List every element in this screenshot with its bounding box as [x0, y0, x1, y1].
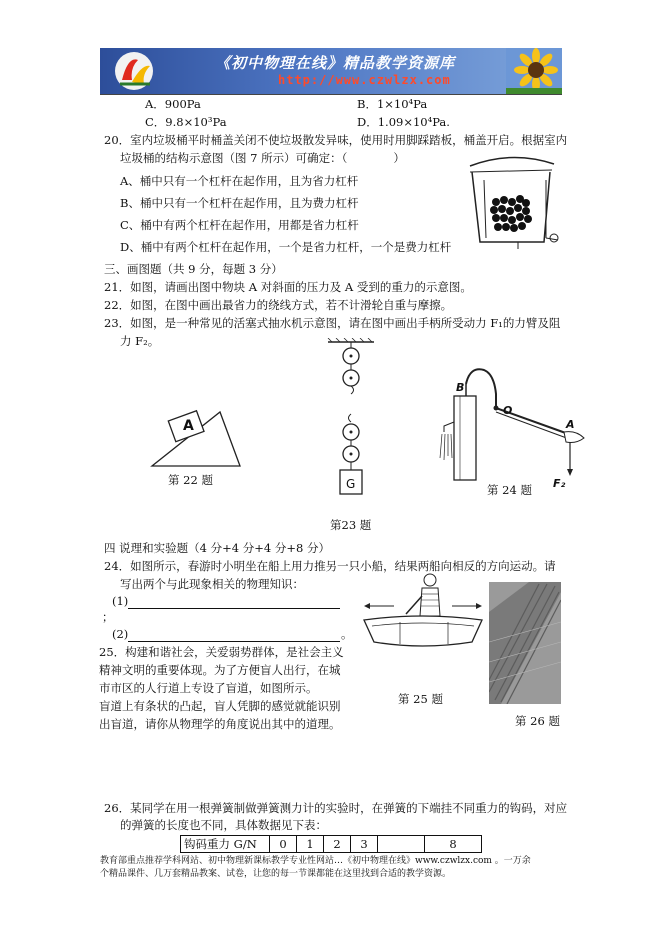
- q19-option-c: C．9.8×10³Pa: [145, 115, 227, 129]
- q25-text-line5: 出盲道，请你从物理学的角度说出其中的道理。: [99, 717, 341, 731]
- banner-url[interactable]: http://www.czwlzx.com: [278, 73, 451, 87]
- q26-text-line2: 的弹簧的长度也不同，具体数据见下表：: [120, 818, 327, 832]
- fig22-caption: 第 22 题: [168, 473, 213, 487]
- banner-title: 《初中物理在线》精品教学资源库: [215, 54, 456, 72]
- q19-option-b: B．1×10⁴Pa: [357, 97, 428, 111]
- q24-text-line1: 24．如图所示，春游时小明坐在船上用力推另一只小船，结果两船向相反的方向运动。请: [104, 559, 556, 573]
- q23-text-line2: 力 F₂。: [120, 334, 160, 348]
- fig26-caption: 第 26 题: [515, 714, 560, 728]
- q21-text: 21．如图，请画出图中物块 A 对斜面的压力及 A 受到的重力的示意图。: [104, 280, 472, 294]
- site-logo: [108, 50, 160, 92]
- q25-text-line4: 盲道上有条状的凸起，盲人凭脚的感觉就能识别: [99, 699, 341, 713]
- section3-heading: 三、画图题（共 9 分，每题 3 分）: [104, 262, 283, 276]
- section4-heading: 四 说理和实验题（4 分+4 分+4 分+8 分）: [104, 541, 330, 555]
- q22-text: 22．如图，在图中画出最省力的绕线方式，若不计滑轮自重与摩擦。: [104, 298, 453, 312]
- q24-blank2-prefix: (2): [112, 627, 129, 641]
- fig25-caption: 第 25 题: [398, 692, 443, 706]
- trash-bin-figure: [462, 150, 562, 250]
- q20-option-d: D、桶中有两个杠杆在起作用，一个是省力杠杆，一个是费力杠杆: [120, 240, 452, 254]
- tactile-paving-photo: [489, 582, 561, 704]
- q20-stem-line2: 垃圾桶的结构示意图（图 7 所示）可确定：（ ）: [120, 151, 405, 165]
- q25-text-line2: 精神文明的重要体现。为了方便盲人出行，在城: [99, 663, 341, 677]
- sunflower-image: [506, 48, 562, 94]
- pump-label-a: A: [566, 418, 575, 431]
- q24-blank2-suffix: 。: [341, 627, 353, 641]
- pulley-figure: [326, 338, 376, 498]
- header-rule: [100, 94, 562, 95]
- footer-line1: 教育部重点推荐学科网站、初中物理新课标教学专业性网站…《初中物理在线》www.czwlzx.com 。一万余: [100, 856, 531, 866]
- q24-answer2-line[interactable]: [128, 627, 340, 642]
- fig24-caption: 第 24 题: [487, 483, 532, 497]
- footer-line2: 个精品课件、几万套精品教案、试卷，让您的每一节课都能在这里找到合适的教学资源。: [100, 869, 452, 879]
- site-banner: [100, 48, 562, 94]
- pump-label-f2: F₂: [553, 477, 566, 490]
- q20-option-c: C、桶中有两个杠杆在起作用，用都是省力杠杆: [120, 218, 359, 232]
- pump-label-o: O: [503, 404, 513, 417]
- water-pump-figure: [436, 360, 586, 490]
- q24-blank1-prefix: (1): [112, 594, 129, 608]
- table-cell: 1: [297, 836, 324, 853]
- incline-figure: [150, 398, 242, 470]
- q24-text-line2: 写出两个与此现象相关的物理知识：: [120, 577, 304, 591]
- q20-option-a: A、桶中只有一个杠杆在起作用，且为省力杠杆: [120, 174, 359, 188]
- q24-answer1-line[interactable]: [128, 594, 340, 609]
- boats-figure: [360, 570, 485, 670]
- q24-blank1-suffix: ；: [102, 610, 114, 624]
- q19-option-d: D．1.09×10⁴Pa.: [357, 115, 450, 129]
- table-header-cell: 钩码重力 G/N: [181, 836, 270, 853]
- table-cell: 3: [351, 836, 378, 853]
- weight-label: G: [346, 477, 356, 491]
- q26-text-line1: 26．某同学在用一根弹簧制做弹簧测力计的实验时，在弹簧的下端挂不同重力的钩码，对应: [104, 801, 568, 815]
- q25-text-line1: 25．构建和谐社会，关爱弱势群体，是社会主义: [99, 645, 344, 659]
- table-cell: [378, 836, 425, 853]
- table-cell: 8: [425, 836, 482, 853]
- q23-text-line1: 23．如图，是一种常见的活塞式抽水机示意图，请在图中画出手柄所受动力 F₁的力臂及阻: [104, 316, 561, 330]
- q25-text-line3: 市市区的人行道上专设了盲道，如图所示。: [99, 681, 318, 695]
- fig23-caption: 第23 题: [330, 518, 372, 532]
- table-cell: 0: [270, 836, 297, 853]
- spring-data-table: [180, 835, 482, 853]
- table-cell: 2: [324, 836, 351, 853]
- q20-stem-line1: 20．室内垃圾桶平时桶盖关闭不使垃圾散发异味，使用时用脚踩踏板，桶盖开启。根据室内: [104, 133, 568, 147]
- pump-label-b: B: [456, 381, 465, 394]
- q19-option-a: A．900Pa: [145, 97, 201, 111]
- q20-option-b: B、桶中只有一个杠杆在起作用，且为费力杠杆: [120, 196, 359, 210]
- table-row: [181, 836, 482, 853]
- block-label: A: [183, 418, 194, 434]
